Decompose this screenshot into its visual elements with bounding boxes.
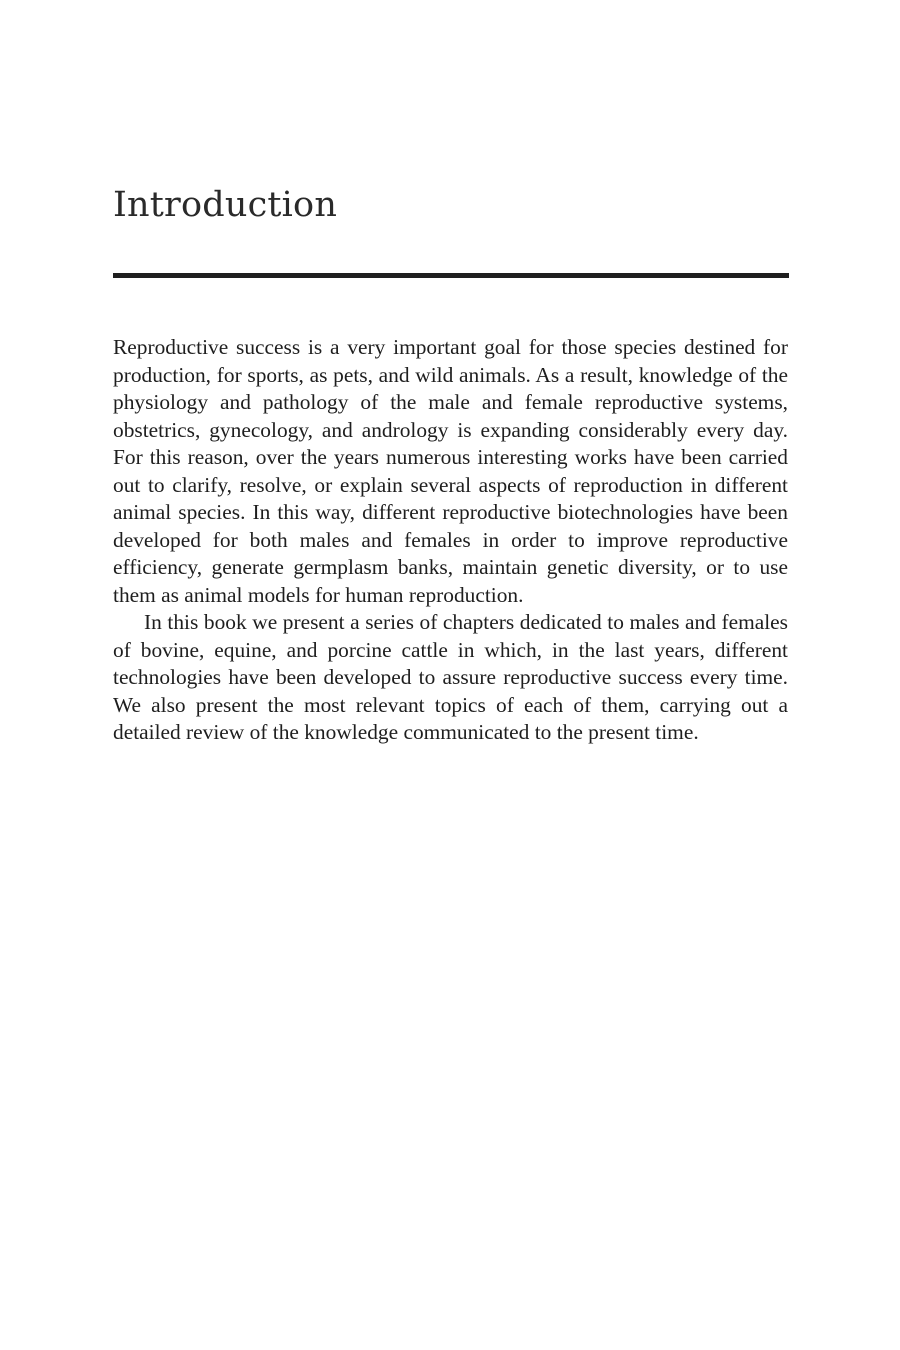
title-rule-divider	[113, 273, 789, 278]
body-paragraph: In this book we present a series of chapters dedicated to males and females of bovine, equine, and porcine cattle in which, in the last years, different technologies have been developed to assure reproductive success every time. We also present the most relevant topics of each of them, carrying out a detailed review of the knowledge communicated to the present time.	[113, 610, 788, 744]
chapter-body	[113, 334, 788, 747]
chapter-title: Introduction	[113, 185, 338, 225]
body-paragraph: Reproductive success is a very important goal for those species destined for production, for sports, as pets, and wild animals. As a result, knowledge of the physiology and pathology of the male and female reproductive systems, obstetrics, gynecology, and andrology is expanding considerably every day. For this reason, over the years numerous interesting works have been carried out to clarify, resolve, or explain several aspects of reproduction in different animal species. In this way, different reproductive biotechnologies have been developed for both males and females in order to improve reproductive efficiency, generate germplasm banks, maintain genetic diversity, or to use them as animal models for human reproduction.	[113, 335, 788, 607]
